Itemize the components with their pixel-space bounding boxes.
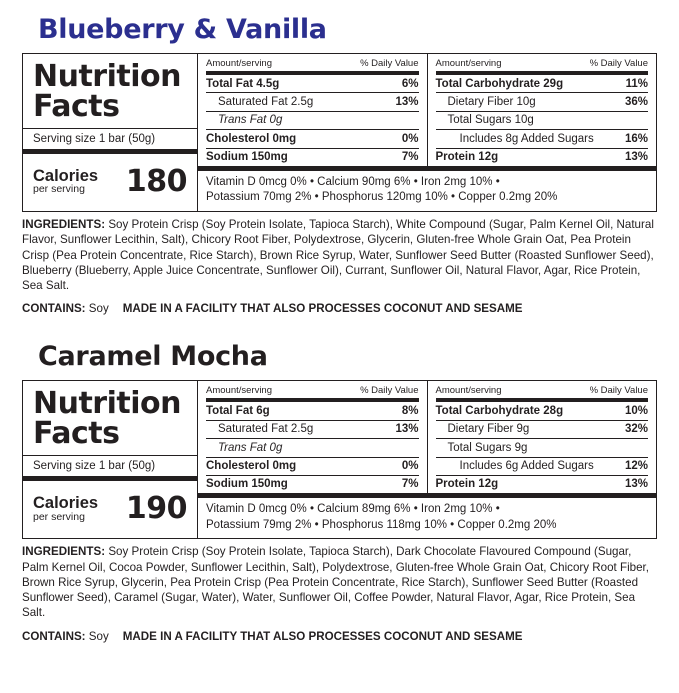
nutrient-row: [206, 111, 419, 129]
column-header-amount: Amount/serving: [206, 58, 273, 69]
serving-size: Serving size 1 bar (50g): [23, 455, 197, 476]
nutrient-row: [206, 438, 419, 456]
nutrient-column-left: [198, 54, 427, 166]
nutrition-facts-heading-line2: Facts: [33, 89, 120, 124]
vitamins-line: Vitamin D 0mcg 0% • Calcium 90mg 6% • Iron 2mg 10% •: [206, 175, 500, 188]
calories-label-text: Calories: [33, 494, 99, 513]
nutrient-dv: 13%: [624, 478, 648, 491]
column-header-daily-value: % Daily Value: [589, 58, 648, 69]
nutrient-dv: 0%: [401, 460, 419, 473]
vitamins-line: Potassium 70mg 2% • Phosphorus 120mg 10% • Copper 0.2mg 20%: [206, 191, 558, 204]
nutrient-dv: 16%: [624, 132, 648, 145]
column-header-daily-value: % Daily Value: [360, 58, 419, 69]
ingredients-paragraph: [22, 217, 657, 293]
nutrient-row: [436, 420, 649, 438]
calories-value: 180: [125, 163, 187, 199]
nutrition-labels-page: [0, 14, 679, 693]
column-header-amount: Amount/serving: [435, 385, 502, 397]
vitamins-minerals-block: [198, 493, 656, 538]
nutrition-facts-heading-line1: Nutrition: [33, 386, 181, 422]
calories-sub-text: per serving: [33, 183, 85, 196]
calories-label-text: Calories: [33, 166, 99, 185]
nutrient-name: Sodium 150mg: [206, 478, 288, 491]
contains-paragraph: [22, 630, 657, 643]
nutrient-dv: 8%: [401, 404, 419, 417]
contains-paragraph: [22, 302, 657, 315]
facility-statement: MADE IN A FACILITY THAT ALSO PROCESSES COCONUT AND SESAME: [122, 302, 523, 316]
nutrient-name: Total Fat 4.5g: [206, 77, 280, 90]
nutrient-row: [206, 148, 419, 166]
column-header-daily-value: % Daily Value: [589, 385, 648, 397]
calories-label: [33, 495, 98, 522]
ingredients-label: INGREDIENTS:: [22, 217, 106, 231]
product-title: Blueberry & Vanilla: [38, 14, 327, 45]
nutrient-name: Includes 6g Added Sugars: [459, 460, 594, 473]
nutrient-row: [206, 71, 419, 92]
column-header-right: [436, 58, 649, 71]
nutrient-row: [206, 92, 419, 110]
nutrition-facts-right-columns: [198, 381, 656, 538]
column-header-left: [206, 58, 419, 71]
nutrient-dv: 13%: [395, 423, 419, 436]
nutrient-row: [436, 457, 649, 475]
nutrient-name: Saturated Fat 2.5g: [218, 95, 314, 108]
nutrient-name: Cholesterol 0mg: [206, 460, 297, 473]
nutrient-dv: 13%: [395, 95, 419, 108]
nutrition-facts-right-columns: [198, 54, 656, 211]
contains-text: Soy: [85, 629, 109, 643]
nutrient-row: [436, 129, 649, 147]
nutrient-name: Total Carbohydrate 28g: [435, 404, 564, 417]
nutrient-column-left: [198, 381, 427, 493]
nutrient-dv: 36%: [624, 95, 648, 108]
column-header-left: [206, 385, 419, 398]
nutrient-row: [206, 457, 419, 475]
nutrient-name: Total Fat 6g: [206, 404, 270, 417]
nutrient-row: [436, 475, 649, 493]
nutrition-facts-panel: [22, 380, 657, 539]
nutrient-row: [436, 71, 649, 92]
column-header-daily-value: % Daily Value: [360, 385, 419, 397]
calories-sub-text: per serving: [33, 510, 85, 523]
nutrient-row: [206, 398, 419, 419]
nutrition-facts-heading: [23, 381, 197, 455]
nutrient-row: [436, 398, 649, 419]
nutrient-name: Protein 12g: [435, 478, 499, 491]
column-header-amount: Amount/serving: [435, 58, 502, 69]
nutrient-row: [206, 129, 419, 147]
contains-label: CONTAINS:: [22, 629, 86, 643]
nutrient-dv: 10%: [624, 404, 648, 417]
nutrient-dv: 6%: [401, 77, 419, 90]
nutrient-row: [436, 111, 649, 129]
vitamins-minerals-block: [198, 166, 656, 211]
nutrient-name: Saturated Fat 2.5g: [218, 423, 314, 436]
nutrient-dv: 0%: [401, 132, 419, 145]
nutrient-dv: 32%: [624, 423, 648, 436]
nutrient-row: [206, 475, 419, 493]
nutrition-facts-heading: [23, 54, 197, 128]
nutrient-name: Includes 8g Added Sugars: [459, 132, 594, 145]
nutrient-name: Total Sugars 9g: [447, 441, 528, 454]
nutrient-row: [436, 148, 649, 166]
vitamins-line: Vitamin D 0mcg 0% • Calcium 89mg 6% • Iron 2mg 10% •: [206, 503, 500, 516]
calories-value: 190: [125, 491, 187, 527]
nutrient-name: Protein 12g: [435, 151, 499, 163]
nutrient-dv: 7%: [401, 478, 419, 491]
ingredients-label: INGREDIENTS:: [22, 545, 106, 559]
nutrition-facts-left-column: [23, 381, 198, 538]
nutrient-name: Dietary Fiber 9g: [447, 423, 530, 436]
nutrient-name: Cholesterol 0mg: [206, 132, 297, 145]
nutrient-name: Total Carbohydrate 29g: [435, 77, 564, 90]
product-panel-caramel-mocha: [0, 341, 679, 642]
product-panel-blueberry-vanilla: [0, 14, 679, 315]
nutrition-facts-heading-line1: Nutrition: [33, 59, 181, 94]
nutrient-dv: 7%: [401, 151, 419, 163]
nutrient-row: [436, 92, 649, 110]
contains-label: CONTAINS:: [22, 302, 86, 316]
nutrient-name: Trans Fat 0g: [218, 114, 283, 127]
nutrient-column-right: [427, 54, 657, 166]
nutrition-facts-heading-line2: Facts: [33, 416, 120, 452]
nutrition-facts-panel: [22, 53, 657, 212]
serving-size: Serving size 1 bar (50g): [23, 128, 197, 149]
contains-text: Soy: [85, 302, 109, 316]
nutrient-dv: 11%: [625, 77, 648, 90]
nutrition-facts-left-column: [23, 54, 198, 211]
nutrient-name: Trans Fat 0g: [218, 441, 283, 454]
nutrient-dv: 13%: [624, 151, 648, 163]
nutrient-name: Total Sugars 10g: [447, 114, 534, 127]
calories-label: [33, 168, 98, 195]
nutrient-column-right: [427, 381, 657, 493]
nutrient-dv: 12%: [624, 460, 648, 473]
column-header-right: [436, 385, 649, 398]
nutrient-row: [436, 438, 649, 456]
ingredients-text: Soy Protein Crisp (Soy Protein Isolate, Tapioca Starch), Dark Chocolate Flavoured Compound (Sugar, Palm Kernel Oil, Cocoa Powder, Sunflower Lecithin, Salt), Polydextrose, Gluten-free Whole Grain Oat, Chicory Root Fiber, Brown Rice Syrup, Glycerin, Pea Protein Crisp (Pea Protein Concentrate, Rice Starch), Sunflower Seed Butter (Roasted Sunflower Seed), Caramel (Sugar, Water), Water, Sunflower Oil, Coffee Powder, Natural Flavor, Agar, Rice Protein, Sea Salt.: [22, 545, 649, 620]
nutrient-row: [206, 420, 419, 438]
column-header-amount: Amount/serving: [206, 385, 273, 397]
calories-row: [23, 476, 197, 538]
nutrient-name: Dietary Fiber 10g: [447, 95, 536, 108]
ingredients-paragraph: [22, 544, 657, 620]
nutrient-name: Sodium 150mg: [206, 151, 288, 163]
facility-statement: MADE IN A FACILITY THAT ALSO PROCESSES COCONUT AND SESAME: [122, 629, 523, 643]
product-title: Caramel Mocha: [38, 341, 268, 373]
vitamins-line: Potassium 79mg 2% • Phosphorus 118mg 10% • Copper 0.2mg 20%: [206, 518, 557, 531]
calories-row: [23, 149, 197, 211]
ingredients-text: Soy Protein Crisp (Soy Protein Isolate, Tapioca Starch), White Compound (Sugar, Palm Kernel Oil, Natural Flavor, Sunflower Lecithin, Salt), Chicory Root Fiber, Polydextrose, Glycerin, Gluten-free Whole Grain Oat, Pea Protein Crisp (Pea Protein Concentrate, Rice Starch), Brown Rice Syrup, Water, Sunflower Seed Butter (Roasted Sunflower Seed), Blueberry (Blueberry, Apple Juice Concentrate, Sunflower Oil), Currant, Sunflower Oil, Natural Flavor, Agar, Rice Protein, Sea Salt.: [22, 217, 654, 293]
